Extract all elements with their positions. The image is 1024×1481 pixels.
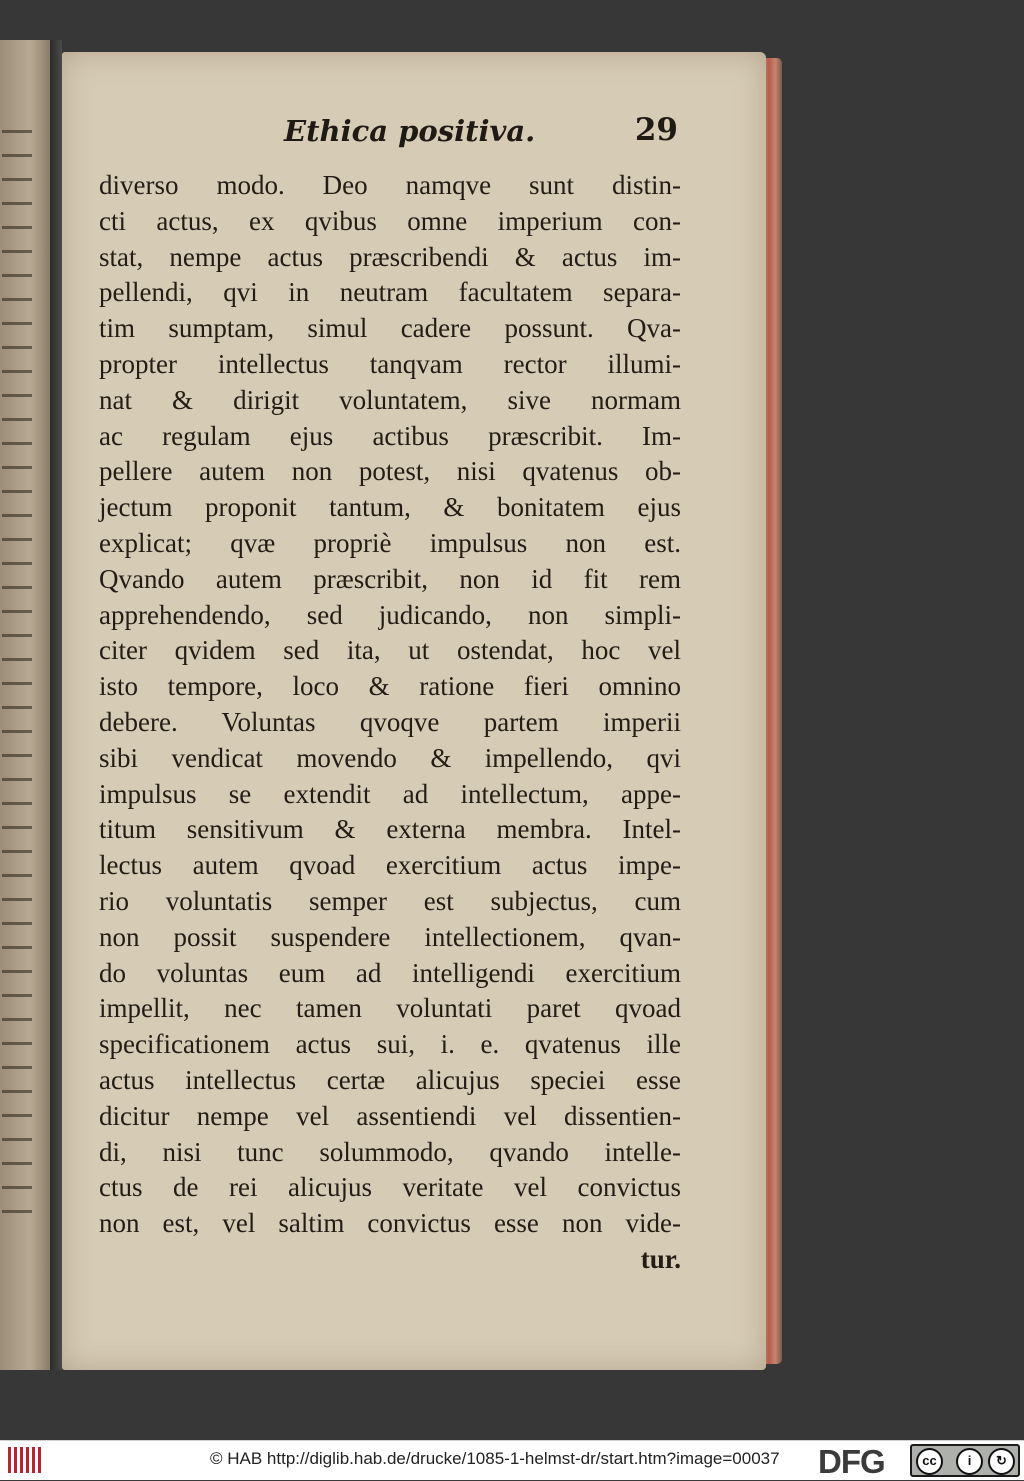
catchword: tur. [640,1243,681,1274]
text-line: impellit, nec tamen voluntati paret qvoad [99,993,681,1024]
text-line: diverso modo. Deo namqve sunt distin- [99,170,681,200]
left-page-text-traces [2,130,32,1230]
book-gutter [50,40,62,1370]
text-line: jectum proponit tantum, & bonitatem ejus [99,492,681,523]
copyright-link[interactable]: © HAB http://diglib.hab.de/drucke/1085-1-helmst-dr/start.htm?image=00037 [210,1449,780,1468]
body-text [99,168,681,1278]
text-line: pellere autem non potest, nisi qvatenus ob- [99,456,681,487]
text-line: do voluntas eum ad intelligendi exercitium [99,957,681,988]
running-title: Ethica positiva. [284,114,536,148]
text-line: stat, nempe actus præscribendi & actus im- [99,241,681,272]
text-line: sibi vendicat movendo & impellendo, qvi [99,742,681,773]
text-line: non possit suspendere intellectionem, qvan- [99,921,681,952]
text-line: debere. Voluntas qvoqve partem imperii [99,706,681,737]
text-line: rio voluntatis semper est subjectus, cum [99,885,681,916]
page-header [62,110,766,150]
text-line: titum sensitivum & externa membra. Intel- [99,814,681,845]
text-line: ctus de rei alicujus veritate vel convictus [99,1172,681,1203]
text-line: ac regulam ejus actibus præscribit. Im- [99,420,681,451]
dfg-logo: DFG [818,1443,885,1480]
hab-logo-icon [8,1447,42,1473]
text-line: explicat; qvæ propriè impulsus non est. [99,527,681,558]
text-line: pellendi, qvi in neutram facultatem separa- [99,277,681,308]
page-number: 29 [634,112,678,148]
viewer-footer [0,1440,1024,1480]
text-line: tim sumptam, simul cadere possunt. Qva- [99,313,681,344]
text-line: lectus autem qvoad exercitium actus impe- [99,850,681,881]
text-line: citer qvidem sed ita, ut ostendat, hoc vel [99,635,681,666]
text-line: dicitur nempe vel assentiendi vel dissentien- [99,1100,681,1131]
text-line: di, nisi tunc solummodo, qvando intelle- [99,1136,681,1167]
text-line: specificationem actus sui, i. e. qvatenus ille [99,1029,681,1060]
cc-icon: cc [916,1448,943,1475]
text-line: propter intellectus tanqvam rector illumi- [99,348,681,379]
text-line: isto tempore, loco & ratione fieri omnino [99,671,681,702]
sa-icon: ↻ [988,1448,1015,1475]
left-page-fragment [0,40,50,1370]
text-line: Qvando autem præscribit, non id fit rem [99,563,681,594]
text-line: actus intellectus certæ alicujus speciei esse [99,1064,681,1095]
text-line: impulsus se extendit ad intellectum, appe- [99,778,681,809]
cc-license-badge[interactable] [910,1444,1020,1477]
text-line: non est, vel saltim convictus esse non vide- [99,1208,681,1239]
text-line: apprehendendo, sed judicando, non simpli- [99,599,681,630]
text-line: nat & dirigit voluntatem, sive normam [99,384,681,415]
by-icon: i [956,1448,983,1475]
text-line: cti actus, ex qvibus omne imperium con- [99,205,681,236]
